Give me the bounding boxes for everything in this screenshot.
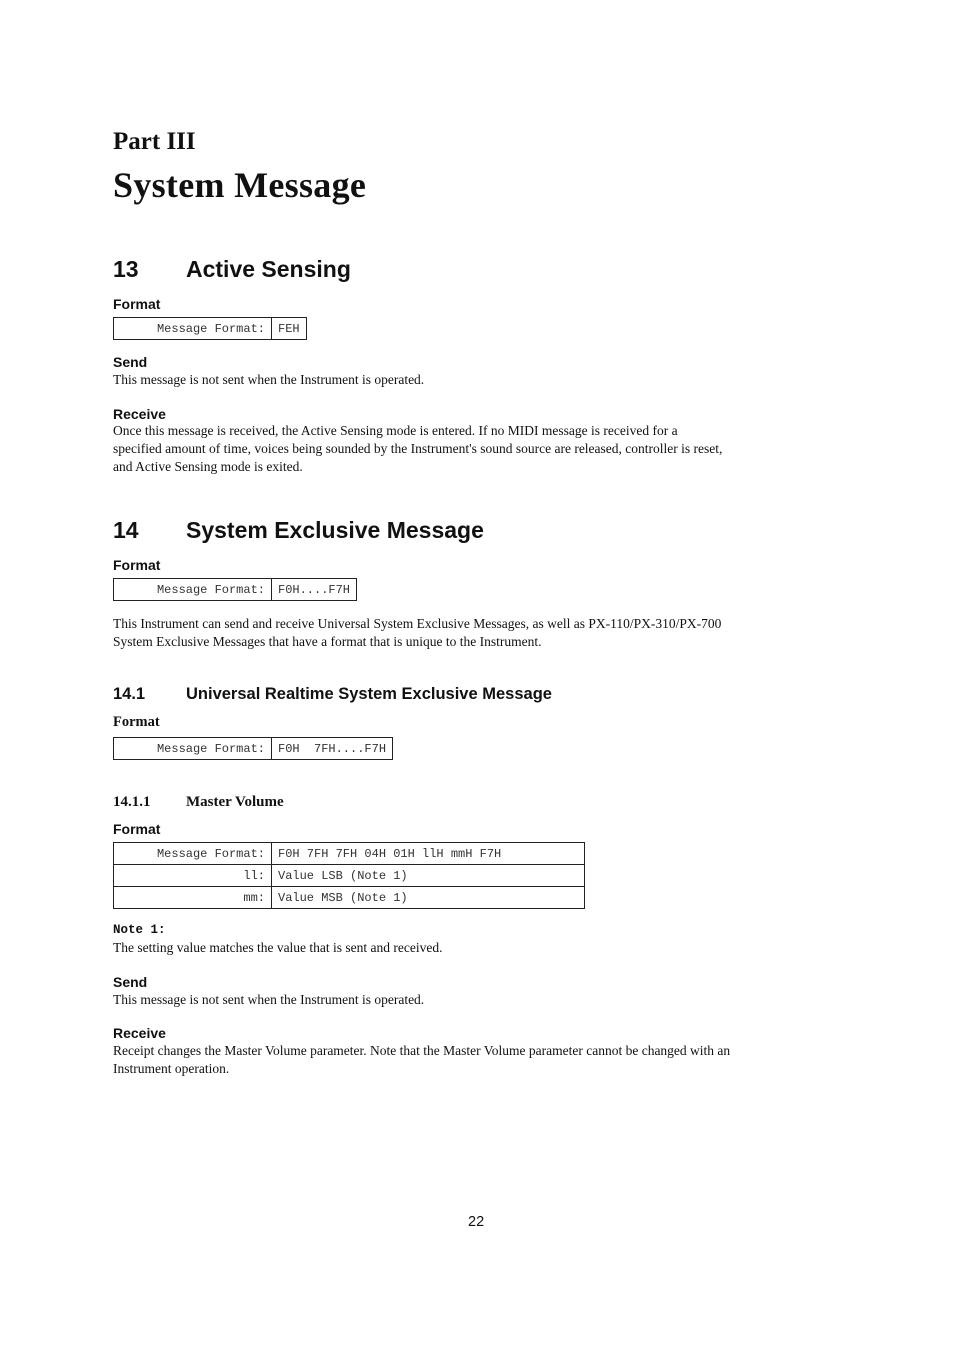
format-value: F0H 7FH 7FH 04H 01H llH mmH F7H <box>272 843 585 865</box>
page-number: 22 <box>468 1214 485 1230</box>
text-line: This Instrument can send and receive Universal System Exclusive Messages, as well as PX-110/PX-310/PX-700 <box>113 616 722 631</box>
format-label: Format <box>113 296 161 312</box>
format-key: Message Format: <box>114 318 272 340</box>
table-row <box>114 865 585 887</box>
format-table <box>113 578 357 601</box>
format-value: Value MSB (Note 1) <box>272 887 585 909</box>
section-number: 14 <box>113 517 139 543</box>
section-14-1-1-heading <box>113 794 284 811</box>
section-14-description <box>113 615 803 651</box>
format-table <box>113 317 307 340</box>
text-line: System Exclusive Messages that have a format that is unique to the Instrument. <box>113 634 542 649</box>
section-title: System Exclusive Message <box>186 517 484 543</box>
send-text: This message is not sent when the Instrument is operated. <box>113 992 425 1007</box>
text-line: Receipt changes the Master Volume parameter. Note that the Master Volume parameter cannot be changed with an <box>113 1043 731 1058</box>
format-key: Message Format: <box>114 738 272 760</box>
format-label: Format <box>113 557 161 573</box>
document-page <box>113 0 813 1351</box>
format-table <box>113 737 393 760</box>
text-line: Instrument operation. <box>113 1061 230 1076</box>
receive-text <box>113 422 803 476</box>
receive-text <box>113 1042 803 1078</box>
note-text: The setting value matches the value that is sent and received. <box>113 940 443 955</box>
text-line: specified amount of time, voices being sounded by the Instrument's sound source are released, controller is reset, <box>113 441 723 456</box>
section-title: Active Sensing <box>186 256 351 282</box>
receive-label: Receive <box>113 406 166 422</box>
format-key: mm: <box>114 887 272 909</box>
part-title: System Message <box>113 165 367 205</box>
send-label: Send <box>113 974 148 990</box>
section-number: 13 <box>113 256 139 282</box>
section-14-1-heading <box>113 685 552 704</box>
format-label: Format <box>113 714 160 730</box>
table-row <box>114 579 357 601</box>
section-13-heading <box>113 256 351 283</box>
format-value: FEH <box>272 318 307 340</box>
receive-label: Receive <box>113 1025 166 1041</box>
format-value: F0H 7FH....F7H <box>272 738 393 760</box>
note-label: Note 1: <box>113 923 166 937</box>
table-row <box>114 843 585 865</box>
text-line: and Active Sensing mode is exited. <box>113 459 303 474</box>
format-key: Message Format: <box>114 843 272 865</box>
table-row <box>114 738 393 760</box>
format-value: Value LSB (Note 1) <box>272 865 585 887</box>
format-table <box>113 842 585 909</box>
section-number: 14.1.1 <box>113 794 151 810</box>
text-line: Once this message is received, the Active Sensing mode is entered. If no MIDI message is received for a <box>113 423 678 438</box>
format-key: Message Format: <box>114 579 272 601</box>
part-label: Part III <box>113 128 196 155</box>
format-key: ll: <box>114 865 272 887</box>
format-label: Format <box>113 821 161 837</box>
section-number: 14.1 <box>113 685 146 703</box>
section-title: Universal Realtime System Exclusive Message <box>186 685 552 703</box>
section-title: Master Volume <box>186 794 284 810</box>
table-row <box>114 318 307 340</box>
section-14-heading <box>113 517 484 544</box>
table-row <box>114 887 585 909</box>
send-label: Send <box>113 354 148 370</box>
format-value: F0H....F7H <box>272 579 357 601</box>
send-text: This message is not sent when the Instrument is operated. <box>113 372 425 387</box>
